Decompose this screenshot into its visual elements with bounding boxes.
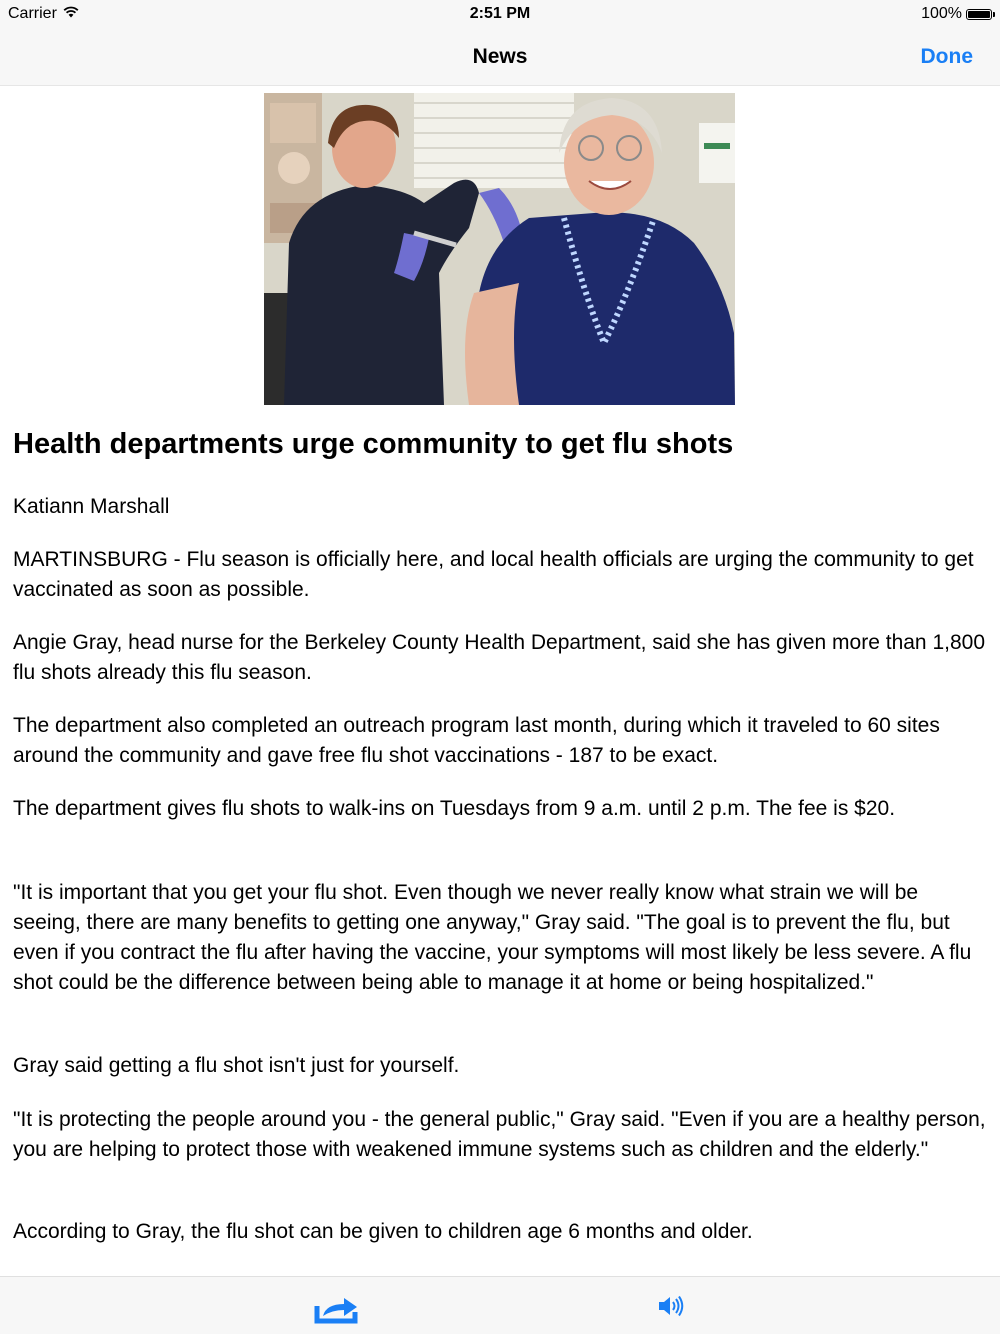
article-author: Katiann Marshall bbox=[13, 495, 170, 518]
article-content bbox=[0, 86, 1000, 1276]
done-button[interactable]: Done bbox=[920, 45, 973, 68]
article-paragraph: "It is important that you get your flu shot. Even though we never really know what strain we will be seeing, there are many benefits to getting one anyway," Gray said. "The goal is to prevent the flu, but even if you contract the flu after having the vaccine, your symptoms will most likely be less severe. A flu shot could be the difference between being able to manage it at home or being hospitalized." bbox=[13, 881, 972, 994]
status-right bbox=[921, 5, 992, 23]
article-paragraph: "It is protecting the people around you - the general public," Gray said. "Even if you are a healthy person, you are helping to protect those with weakened immune systems such as children and the elderly." bbox=[13, 1108, 986, 1161]
article-paragraph: Angie Gray, head nurse for the Berkeley County Health Department, said she has given more than 1,800 flu shots already this flu season. bbox=[13, 631, 985, 684]
battery-percent: 100% bbox=[921, 5, 962, 22]
nav-title: News bbox=[472, 45, 528, 68]
article-paragraph: Gray said getting a flu shot isn't just for yourself. bbox=[13, 1054, 460, 1077]
article-paragraph: The department also completed an outreach program last month, during which it traveled to 60 sites around the community and gave free flu shot vaccinations - 187 to be exact. bbox=[13, 714, 940, 767]
bottom-toolbar bbox=[0, 1276, 1000, 1334]
status-time: 2:51 PM bbox=[469, 5, 531, 22]
share-button[interactable] bbox=[314, 1294, 360, 1327]
speaker-button[interactable] bbox=[657, 1295, 685, 1320]
battery-icon bbox=[966, 9, 992, 20]
carrier-label: Carrier bbox=[8, 5, 57, 22]
navigation-bar bbox=[0, 30, 1000, 86]
article-paragraph: MARTINSBURG - Flu season is officially here, and local health officials are urging the community to get vaccinated as soon as possible. bbox=[13, 548, 974, 601]
share-icon bbox=[314, 1312, 360, 1327]
status-bar bbox=[0, 0, 1000, 30]
speaker-icon bbox=[657, 1305, 685, 1320]
battery-fill bbox=[968, 11, 990, 18]
article-paragraph: The department gives flu shots to walk-ins on Tuesdays from 9 a.m. until 2 p.m. The fee is $20. bbox=[13, 797, 896, 820]
article-headline: Health departments urge community to get flu shots bbox=[13, 428, 734, 460]
article-photo bbox=[264, 93, 735, 405]
article-paragraph: According to Gray, the flu shot can be given to children age 6 months and older. bbox=[13, 1220, 753, 1243]
